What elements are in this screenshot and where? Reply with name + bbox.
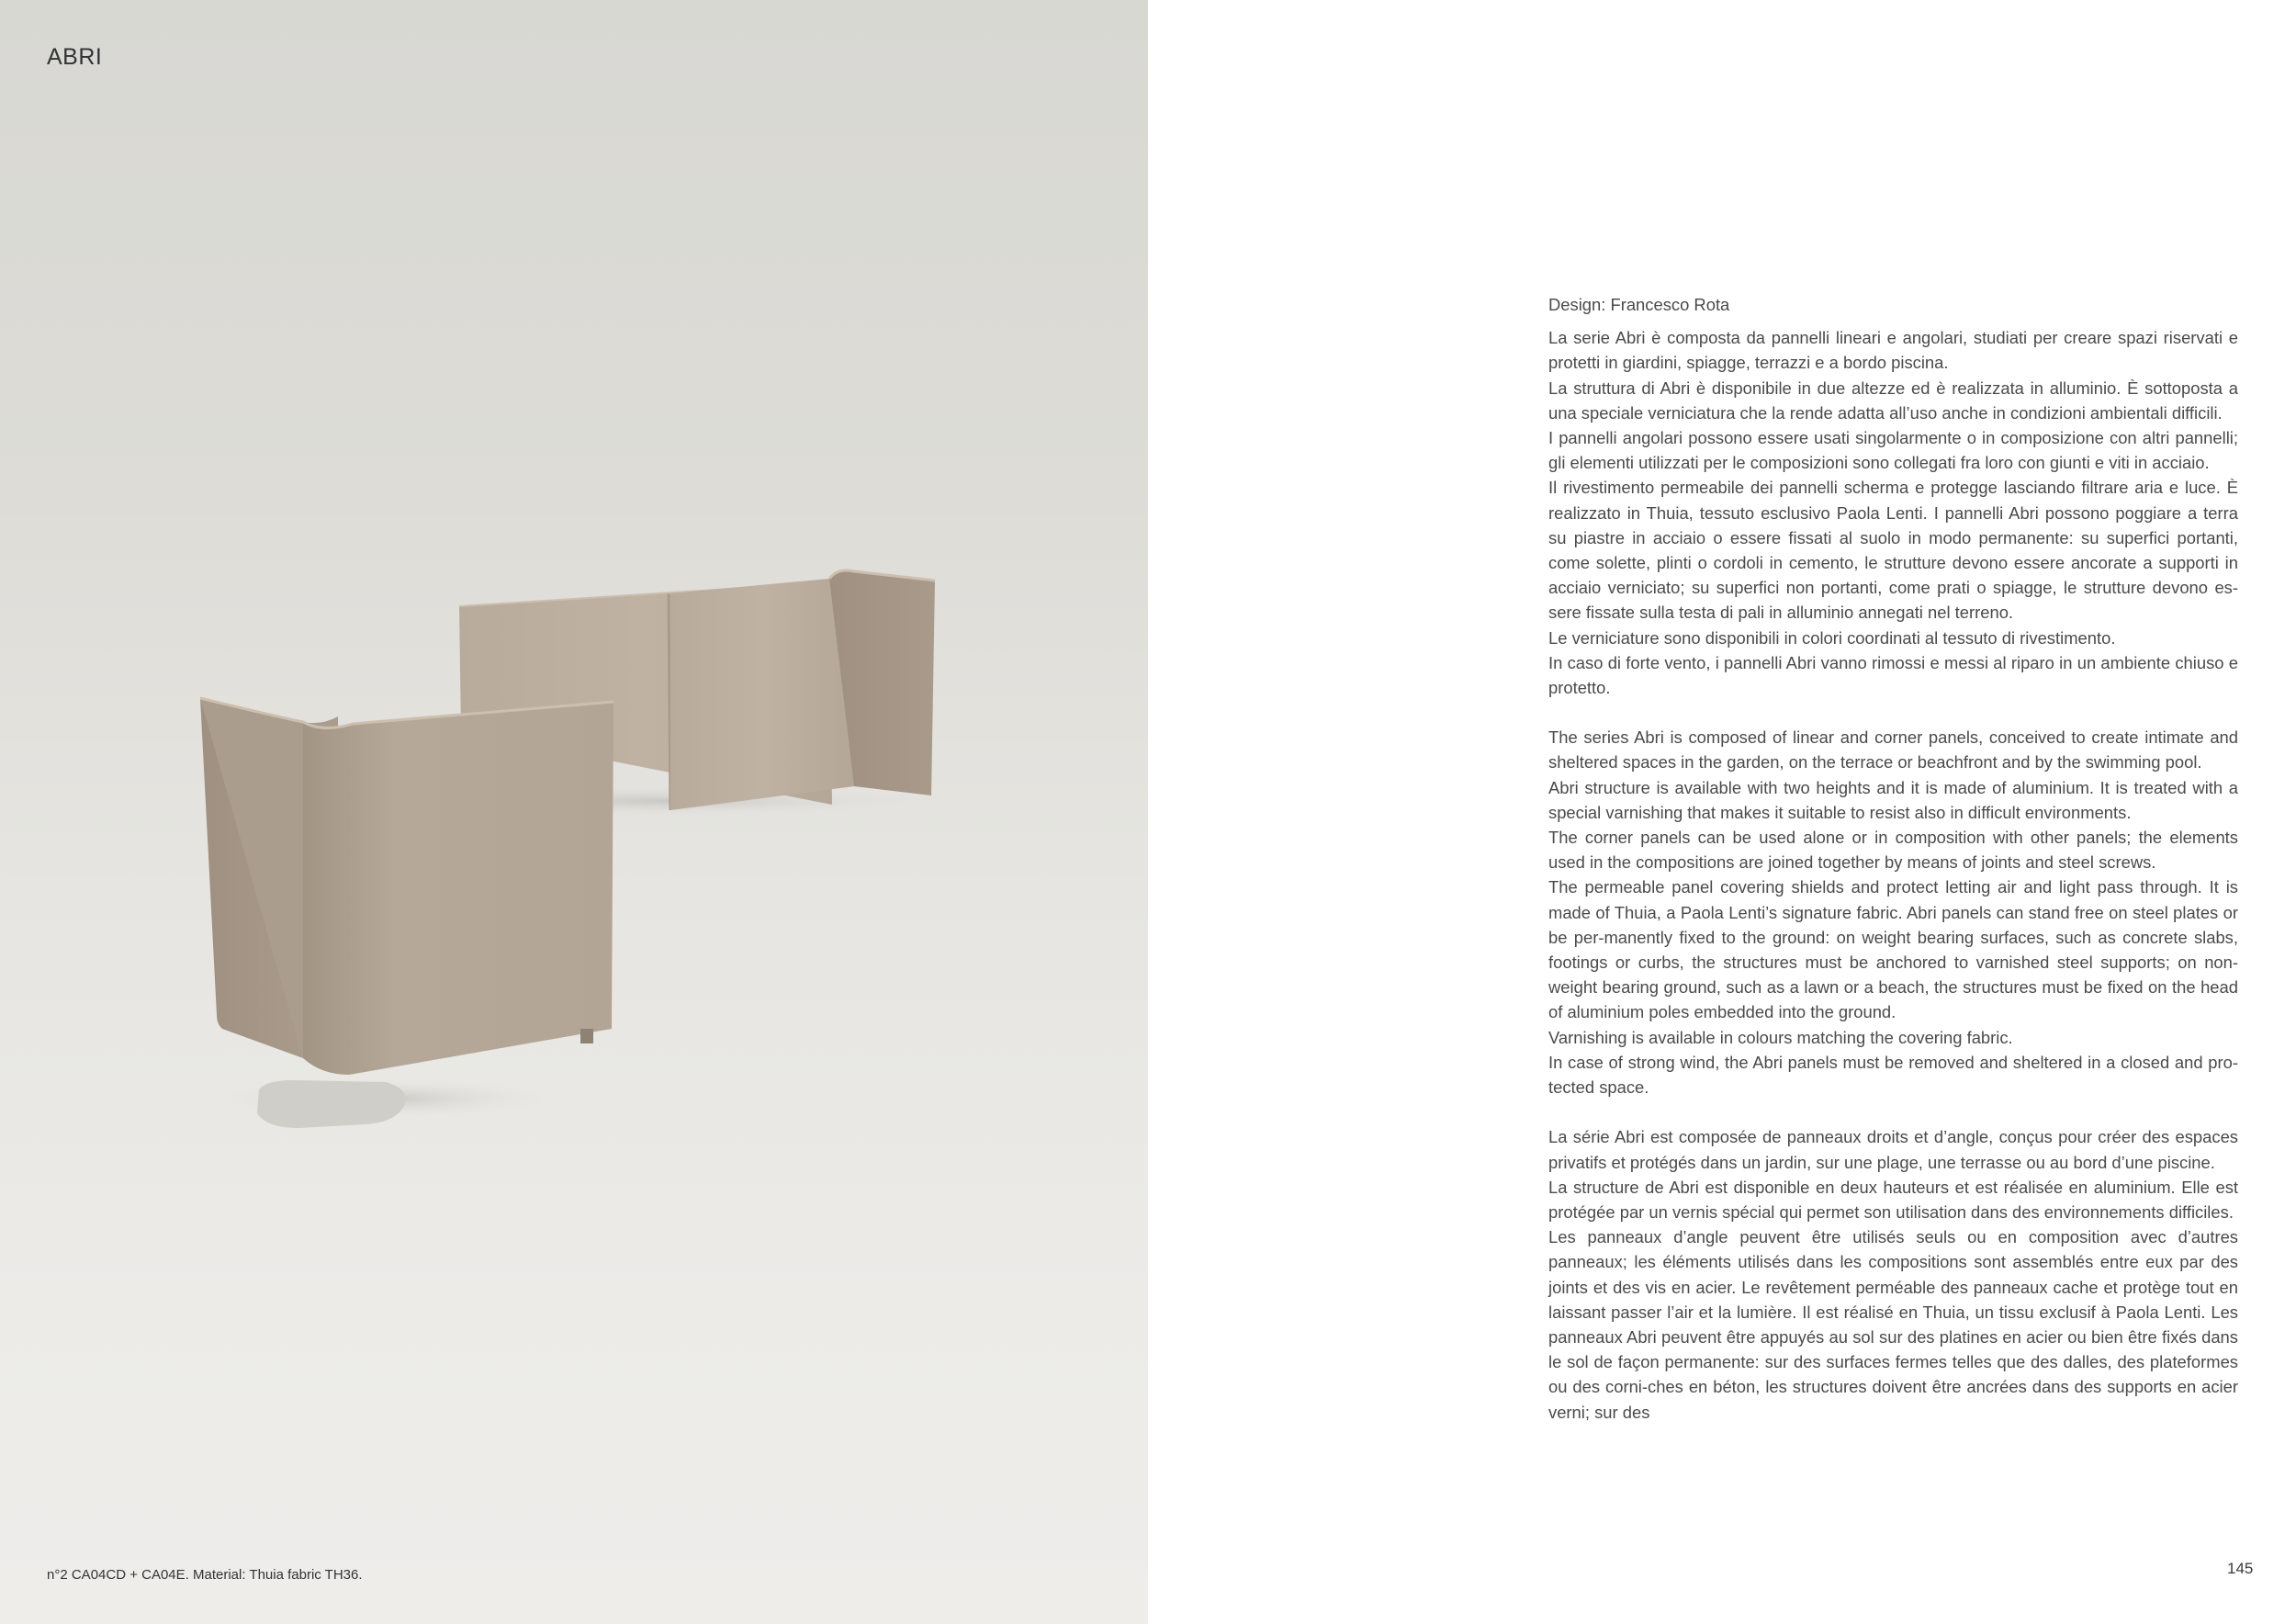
paragraph: Abri structure is available with two heights and it is made of aluminium. It is treated with a special varnishing that makes it suitable to resist also in difficult environments.: [1548, 777, 2238, 822]
back-corner-panel: [670, 570, 854, 810]
paragraph: The permeable panel covering shields and protect letting air and light pass through. It is made of Thuia, a Paola Lenti’s signature fabric. Abri panels can stand free on steel plates or be per-manently fixed to the ground: on weight bearing surfaces, such as concrete slabs, footings or curbs, the structures must be anchored to varnished steel supports; on non-weight bearing ground, such as a lawn or a beach, the structures must be fixed on the head of aluminium poles embedded into the ground.: [1548, 877, 2238, 1022]
italian-section: [1548, 325, 2238, 700]
floor-plate: [257, 1080, 406, 1128]
brand-title: ABRI: [47, 44, 103, 70]
section-spacer: [1548, 1100, 2238, 1124]
paragraph: Les panneaux d’angle peuvent être utilisés seuls ou en composition avec d’autres panneaux; les éléments utilisés dans les compositions sont assemblés entre eux par des joints et des vis en acier. Le revêtement perméable des panneaux cache et protège tout en laissant passer l’air et la lumière. Il est réalisé en Thuia, un tissu exclusif à Paola Lenti. Les panneaux Abri peuvent être appuyés au sol sur des platines en acier ou bien être fixés dans le sol de façon permanente: sur des surfaces fermes telles que des dalles, des plateformes ou des corni-ches en béton, les structures doivent être ancrées dans des supports en acier verni; sur des: [1548, 1227, 2238, 1422]
paragraph: The corner panels can be used alone or in composition with other panels; the elements used in the compositions are joined together by means of joints and steel screws.: [1548, 828, 2238, 873]
paragraph: In case of strong wind, the Abri panels must be removed and sheltered in a closed and pro-tected space.: [1548, 1052, 2238, 1098]
paragraph: I pannelli angolari possono essere usati singolarmente o in composizione con altri pannelli; gli elementi utilizzati per le composizioni sono collegati fra loro con giunti e viti in acciaio.: [1548, 428, 2238, 473]
section-spacer: [1548, 700, 2238, 725]
photo-caption: n°2 CA04CD + CA04E. Material: Thuia fabric TH36.: [47, 1567, 363, 1583]
paragraph: Le verniciature sono disponibili in colori coordinati al tessuto di rivestimento.: [1548, 627, 2116, 648]
designer-credit: Design: Francesco Rota: [1548, 295, 1730, 314]
front-corner-panel: [303, 702, 613, 1075]
french-section: [1548, 1124, 2238, 1424]
panel-foot: [580, 1029, 593, 1043]
english-section: [1548, 725, 2238, 1100]
paragraph: Il rivestimento permeabile dei pannelli scherma e protegge lasciando filtrare aria e luce. È realizzato in Thuia, tessuto esclusivo Paola Lenti. I pannelli Abri possono poggiare a terra su piastre in acciaio o essere fissati al suolo in modo permanente: su superfici portanti, come solette, plinti o cordoli in cemento, le strutture devono essere ancorate a supporti in acciaio verniciato; su superfici non portanti, come prati o spiagge, le strutture devono es-sere fissate sulla testa di pali in alluminio annegati nel terreno.: [1548, 478, 2238, 623]
paragraph: La serie Abri è composta da pannelli lineari e angolari, studiati per creare spazi riservati e protetti in giardini, spiagge, terrazzi e a bordo piscina.: [1548, 328, 2238, 373]
paragraph: La structure de Abri est disponible en deux hauteurs et est réalisée en aluminium. Elle est protégée par un vernis spécial qui permet son utilisation dans des environnements difficiles.: [1548, 1177, 2238, 1222]
paragraph: In caso di forte vento, i pannelli Abri vanno rimossi e messi al riparo in un ambiente chiuso e protetto.: [1548, 652, 2238, 698]
paragraph: The series Abri is composed of linear and corner panels, conceived to create intimate and sheltered spaces in the garden, on the terrace or beachfront and by the swimming pool.: [1548, 727, 2238, 773]
description-column: [1548, 292, 2238, 1425]
panel-joint: [669, 593, 670, 810]
paragraph: La série Abri est composée de panneaux droits et d’angle, conçus pour créer des espaces privatifs et protégés dans un jardin, sur une plage, une terrasse ou au bord d’une piscine.: [1548, 1127, 2238, 1172]
paragraph: Varnishing is available in colours matching the covering fabric.: [1548, 1027, 2013, 1047]
page-number: 145: [2227, 1560, 2254, 1577]
paragraph: La struttura di Abri è disponibile in due altezze ed è realizzata in alluminio. È sottoposta a una speciale verniciatura che la rende adatta all’uso anche in condizioni ambientali difficili.: [1548, 378, 2238, 423]
